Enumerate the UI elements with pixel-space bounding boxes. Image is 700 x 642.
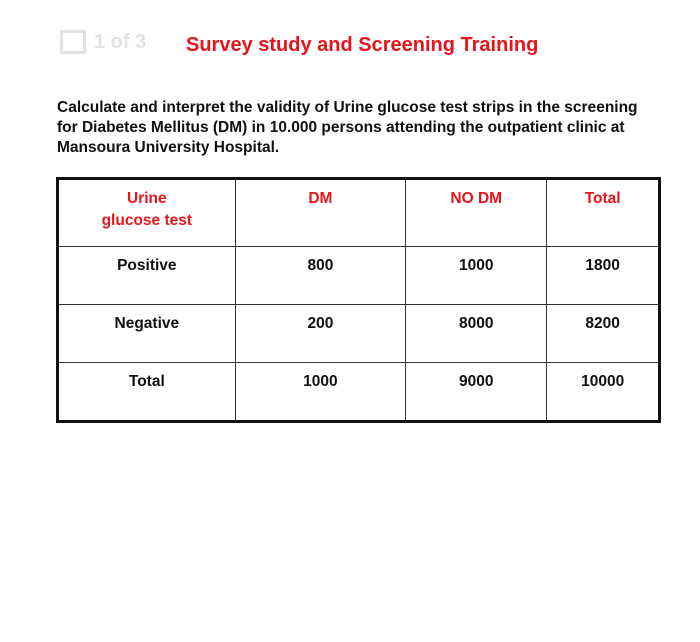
cell-value: 800 — [235, 247, 406, 305]
table-header-row — [58, 179, 660, 247]
header-test-line2: glucose test — [101, 212, 193, 229]
page-title: Survey study and Screening Training — [186, 34, 539, 56]
cell-value: 8000 — [406, 305, 547, 363]
table-row — [58, 305, 660, 363]
cell-value: 1000 — [235, 363, 406, 422]
row-label: Total — [58, 363, 236, 422]
cell-value: 200 — [235, 305, 406, 363]
header-cell-no-dm: NO DM — [406, 179, 547, 247]
cell-value: 9000 — [406, 363, 547, 422]
cell-value: 8200 — [547, 305, 660, 363]
table-row — [58, 247, 660, 305]
cell-value: 1800 — [547, 247, 660, 305]
header-cell-dm: DM — [235, 179, 406, 247]
table-row — [58, 363, 660, 422]
page-square-icon — [60, 30, 86, 54]
header-cell-total: Total — [547, 179, 660, 247]
cell-value: 1000 — [406, 247, 547, 305]
page-indicator — [60, 30, 146, 54]
header-cell-test — [58, 179, 236, 247]
contingency-table — [56, 177, 661, 423]
page-indicator-label: 1 of 3 — [94, 30, 147, 53]
row-label: Negative — [58, 305, 236, 363]
intro-text: Calculate and interpret the validity of Urine glucose test strips in the screening for Diabetes Mellitus (DM) in 10.000 persons attending the outpatient clinic at Mansoura University Hospital. — [57, 99, 638, 156]
row-label: Positive — [58, 247, 236, 305]
header-test-line1: Urine — [127, 190, 167, 207]
cell-value: 10000 — [547, 363, 660, 422]
